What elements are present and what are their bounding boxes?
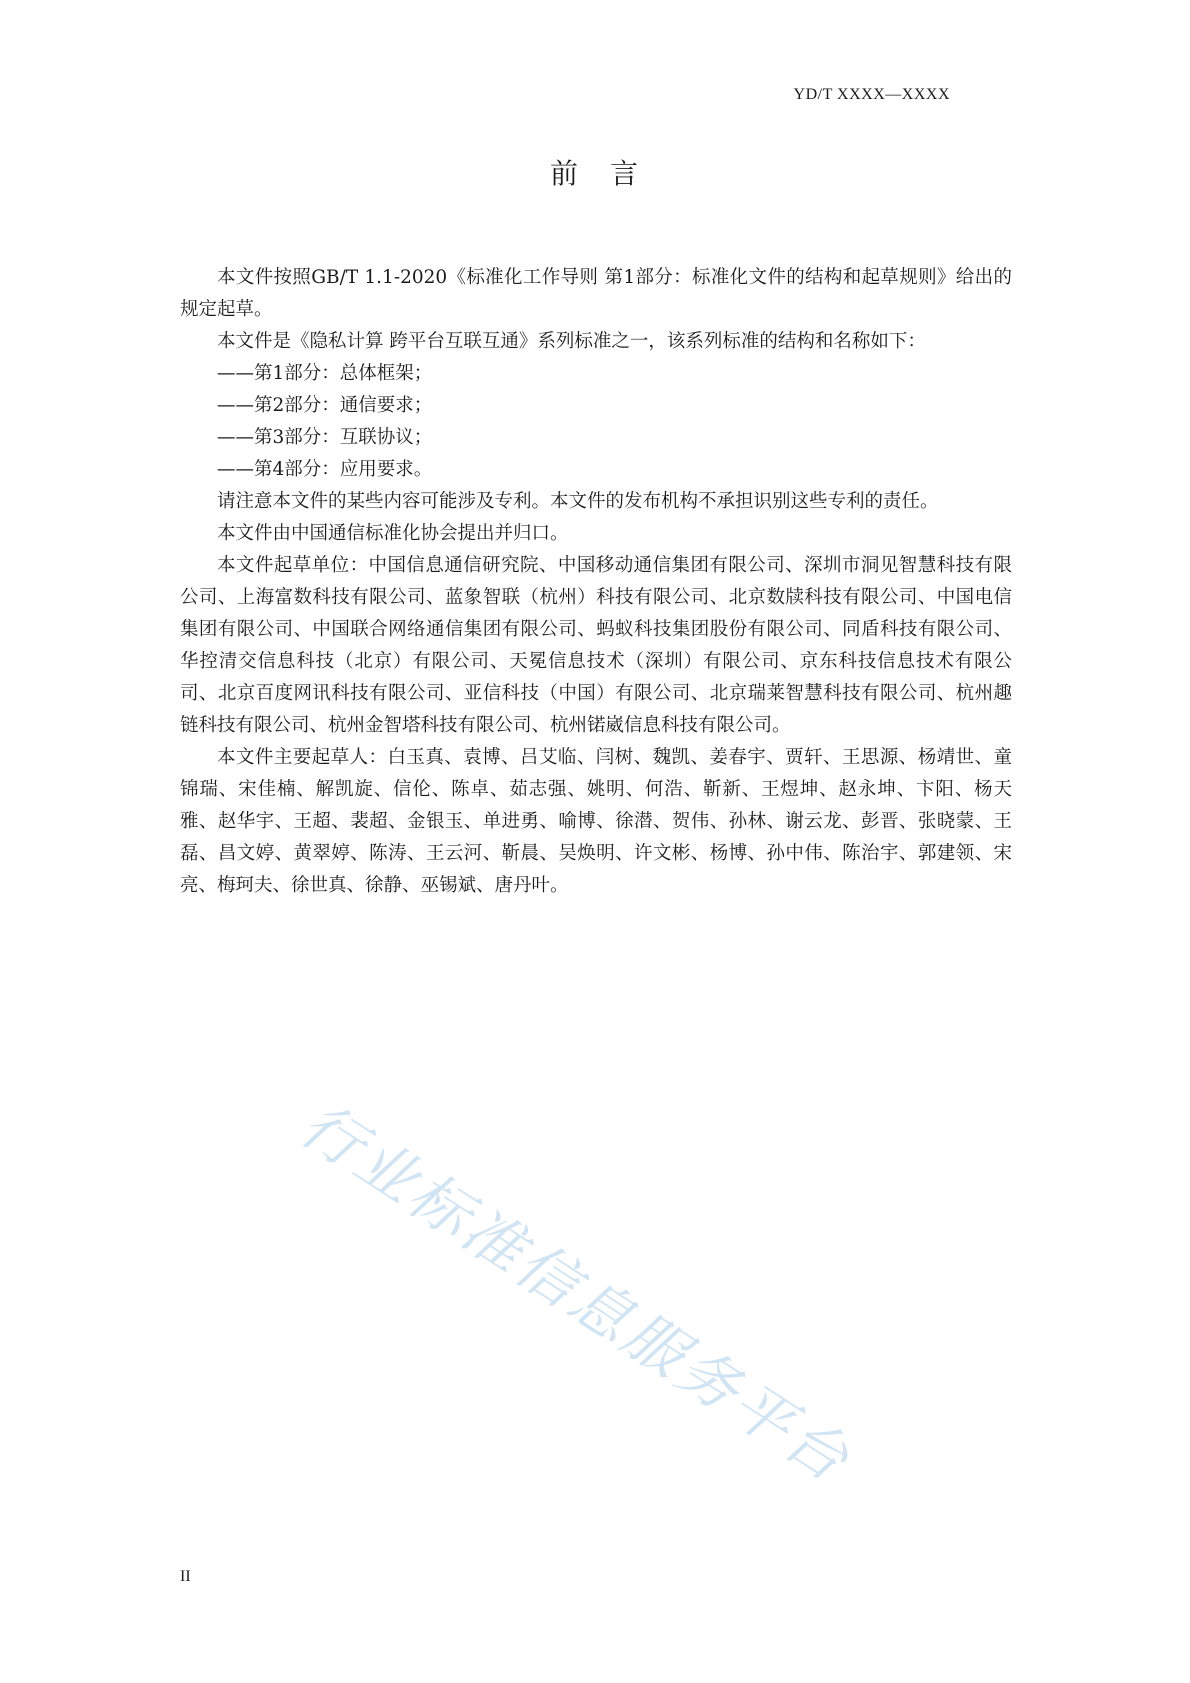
paragraph-proposer: 本文件由中国通信标准化协会提出并归口。 [217, 523, 569, 544]
list-item-part-3: ——第3部分：互联协议； [217, 427, 433, 448]
paragraph-series-intro: 本文件是《隐私计算 跨平台互联互通》系列标准之一，该系列标准的结构和名称如下： [217, 331, 926, 352]
paragraph-drafting-rules: 本文件按照GB/T 1.1-2020《标准化工作导则 第1部分：标准化文件的结构和起草规则》给出的规定起草。 [180, 267, 1012, 320]
watermark: 行业标准信息服务平台 [288, 1089, 864, 1498]
page-number: II [180, 1568, 191, 1585]
list-item-part-1: ——第1部分：总体框架； [217, 363, 433, 384]
page-title: 前 言 [549, 157, 640, 190]
paragraph-patent-notice: 请注意本文件的某些内容可能涉及专利。本文件的发布机构不承担识别这些专利的责任。 [217, 491, 939, 512]
paragraph-drafting-units: 本文件起草单位：中国信息通信研究院、中国移动通信集团有限公司、深圳市洞见智慧科技有限公司、上海富数科技有限公司、蓝象智联（杭州）科技有限公司、北京数牍科技有限公司、中国电信集团有限公司、中国联合网络通信集团有限公司、蚂蚁科技集团股份有限公司、同盾科技有限公司、华控清交信息科技（北京）有限公司、天冕信息技术（深圳）有限公司、京东科技信息技术有限公司、北京百度网讯科技有限公司、亚信科技（中国）有限公司、北京瑞莱智慧科技有限公司、杭州趣链科技有限公司、杭州金智塔科技有限公司、杭州锘崴信息科技有限公司。 [180, 555, 1012, 736]
list-item-part-4: ——第4部分：应用要求。 [217, 459, 433, 480]
document-code: YD/T XXXX—XXXX [793, 86, 950, 103]
list-item-part-2: ——第2部分：通信要求； [217, 395, 433, 416]
foreword-body [180, 262, 1012, 902]
paragraph-drafters: 本文件主要起草人：白玉真、袁博、吕艾临、闫树、魏凯、姜春宇、贾轩、王思源、杨靖世、童锦瑞、宋佳楠、解凯旋、信伦、陈卓、茹志强、姚明、何浩、靳新、王煜坤、赵永坤、卞阳、杨天雅、赵华宇、王超、裴超、金银玉、单进勇、喻博、徐潜、贺伟、孙林、谢云龙、彭晋、张晓蒙、王磊、昌文婷、黄翠婷、陈涛、王云河、靳晨、吴焕明、许文彬、杨博、孙中伟、陈治宇、郭建领、宋亮、梅珂夫、徐世真、徐静、巫锡斌、唐丹叶。 [180, 747, 1012, 896]
